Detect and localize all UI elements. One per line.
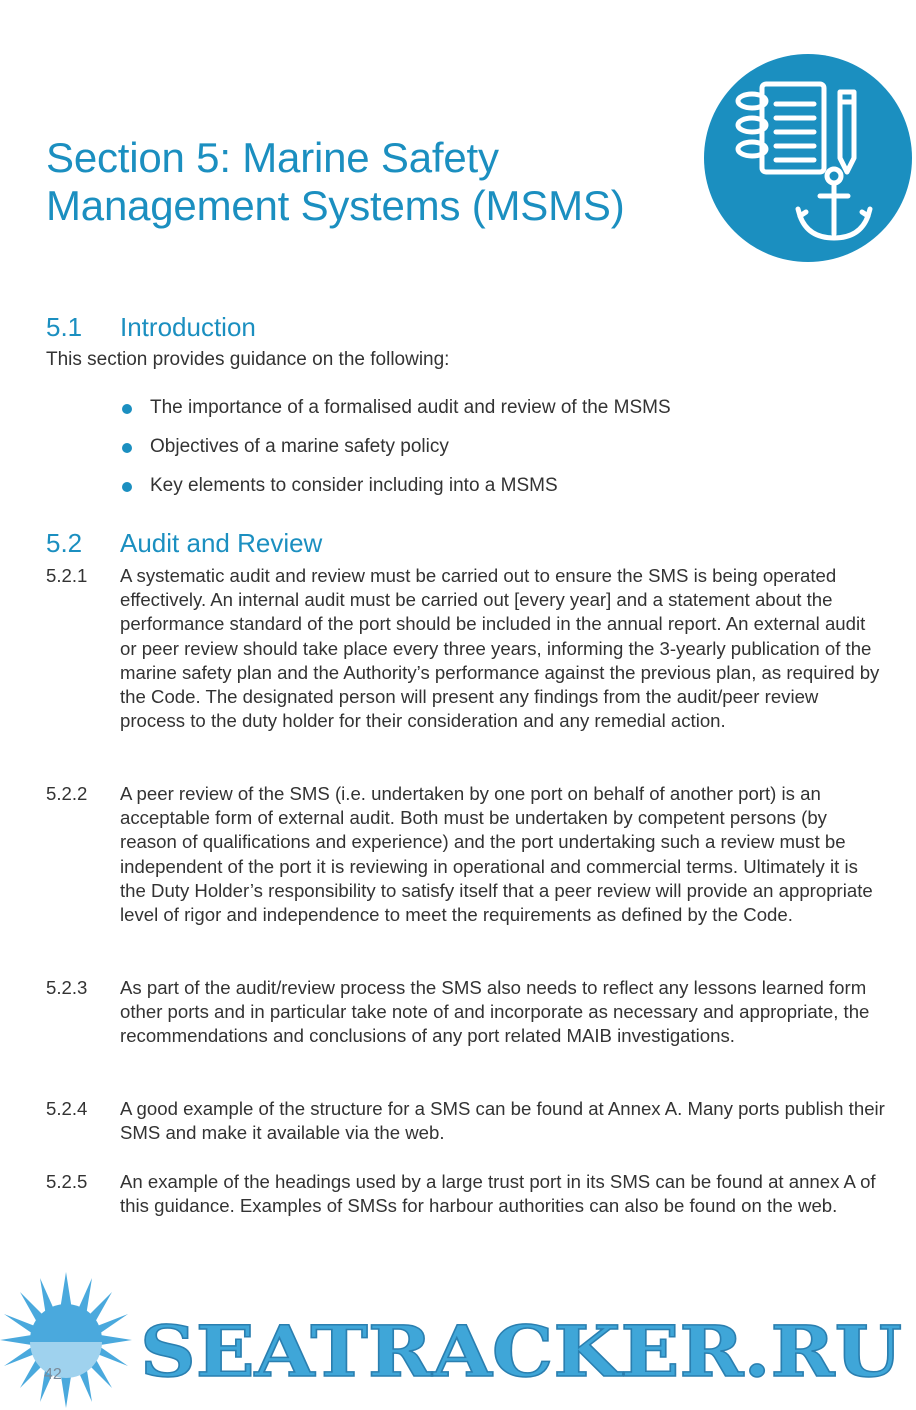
page-title (46, 134, 686, 230)
list-item (120, 474, 671, 513)
paragraph-number: 5.2.5 (46, 1171, 88, 1192)
bullet-dot (122, 443, 132, 453)
paragraph-5-2-5 (46, 1170, 886, 1218)
paragraph-text: As part of the audit/review process the SMS also needs to reflect any lessons learned form other ports and in particular take note of and incorporate as necessary and appropriate, the recommendations and conclusions of any port related MAIB investigations. (120, 977, 870, 1047)
watermark (0, 1270, 916, 1410)
bullet-dot (122, 404, 132, 414)
notebook-pencil-anchor-icon (704, 54, 912, 262)
page-title-line-2: Management Systems (MSMS) (46, 182, 625, 229)
intro-text: This section provides guidance on the following: (46, 349, 450, 370)
bullet-dot (122, 482, 132, 492)
paragraph-5-2-2 (46, 782, 886, 927)
paragraph-text: An example of the headings used by a large trust port in its SMS can be found at annex A of this guidance. Examples of SMSs for harbour authorities can also be found on the web. (120, 1171, 876, 1217)
watermark-text: SEATRACKER.RU (140, 1310, 902, 1393)
paragraph-number: 5.2.2 (46, 783, 88, 804)
sun-logo-icon (0, 1272, 132, 1408)
page-title-line-1: Section 5: Marine Safety (46, 134, 499, 181)
list-item-text: Objectives of a marine safety policy (150, 436, 449, 457)
bullet-list (120, 396, 671, 513)
paragraph-number: 5.2.1 (46, 565, 88, 586)
section-number: 5.1 (46, 312, 83, 342)
list-item-text: Key elements to consider including into a MSMS (150, 475, 558, 496)
paragraph-number: 5.2.3 (46, 977, 88, 998)
list-item (120, 396, 671, 435)
section-heading-5-1 (46, 312, 256, 342)
paragraph-5-2-4 (46, 1097, 886, 1145)
section-title: Introduction (120, 312, 256, 342)
paragraph-text: A systematic audit and review must be carried out to ensure the SMS is being operated effectively. An internal audit must be carried out [every year] and a statement about the performance standard of the port should be included in the annual report. An external audit or peer review should take place every three years, informing the 3-yearly publication of the marine safety plan and the Authority’s performance against the previous plan, as required by the Code. The designated person will present any findings from the audit/peer review process to the duty holder for their consideration and any remedial action. (120, 565, 880, 732)
section-title: Audit and Review (120, 528, 323, 558)
section-number: 5.2 (46, 528, 83, 558)
section-heading-5-2 (46, 528, 322, 558)
paragraph-number: 5.2.4 (46, 1098, 88, 1119)
page-number: 42 (44, 1366, 62, 1383)
list-item-text: The importance of a formalised audit and review of the MSMS (150, 397, 671, 418)
paragraph-5-2-3 (46, 976, 886, 1049)
paragraph-5-2-1 (46, 564, 886, 733)
list-item (120, 435, 671, 474)
paragraph-text: A good example of the structure for a SMS can be found at Annex A. Many ports publish their SMS and make it available via the web. (120, 1098, 885, 1144)
paragraph-text: A peer review of the SMS (i.e. undertaken by one port on behalf of another port) is an acceptable form of external audit. Both must be undertaken by competent persons (by reason of qualifications and experience) and the port undertaking such a review must be independent of the port it is reviewing in operational and commercial terms. Ultimately it is the Duty Holder’s responsibility to satisfy itself that a peer review will provide an appropriate level of rigor and independence to meet the requirements as defined by the Code. (120, 783, 873, 926)
